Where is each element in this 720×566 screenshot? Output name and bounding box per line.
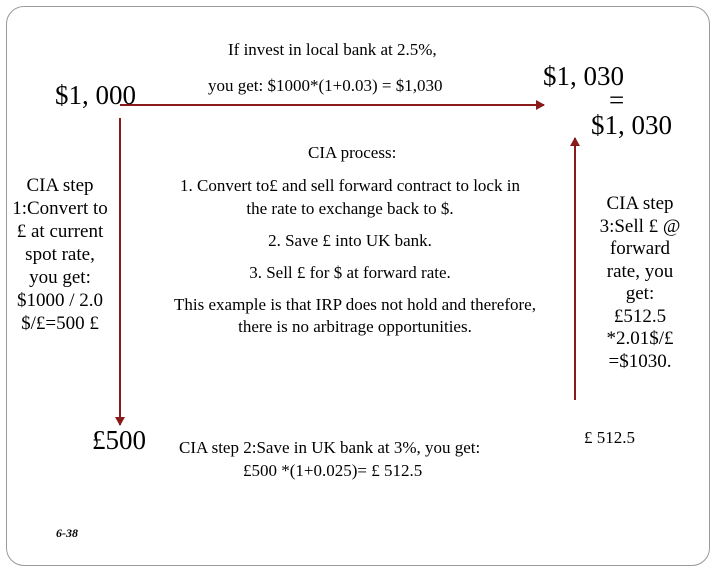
right-top-amount-2: $1, 030	[591, 110, 672, 140]
cia-step3-line: 3:Sell £ @	[599, 215, 681, 237]
right-top-amount: $1, 030	[543, 61, 624, 91]
equals-sign: =	[609, 85, 625, 115]
cia-process-step2: 2. Save £ into UK bank.	[268, 231, 432, 250]
cia-process-step3: 3. Sell £ for $ at forward rate.	[249, 263, 451, 282]
cia-step1-line: £ at current	[16, 221, 104, 242]
cia-step3-text	[585, 193, 695, 373]
cia-step1-line: you get:	[29, 267, 91, 288]
slide-number: 6-38	[56, 526, 78, 540]
left-top-amount: $1, 000	[55, 80, 136, 110]
cia-process-step1-line2: the rate to exchange back to $.	[246, 199, 454, 218]
cia-step1-line: spot rate,	[25, 244, 95, 265]
cia-step1-text	[5, 174, 115, 335]
top-text-line1: If invest in local bank at 2.5%,	[228, 40, 437, 59]
bottom-right-amount: £ 512.5	[584, 428, 635, 447]
cia-process-step1-line1: 1. Convert to£ and sell forward contract to lock in	[180, 176, 520, 195]
cia-step2-line2: £500 *(1+0.025)= £ 512.5	[243, 461, 423, 480]
cia-process-conclusion-line2: there is no arbitrage opportunities.	[238, 317, 472, 336]
cia-step1-line: $/£=500 £	[21, 313, 99, 334]
cia-step3-line: £512.5	[613, 305, 667, 327]
cia-process-conclusion-line1: This example is that IRP does not hold and therefore,	[174, 295, 536, 314]
cia-step3-line: *2.01$/£	[606, 328, 674, 349]
cia-step1-line: $1000 / 2.0	[16, 290, 104, 311]
cia-step2-line1: CIA step 2:Save in UK bank at 3%, you get:	[179, 438, 481, 457]
cia-step3-line: get:	[625, 283, 655, 304]
cia-step3-line: forward	[609, 238, 671, 259]
cia-step3-line: CIA step	[606, 193, 674, 214]
cia-step3-line: rate, you	[606, 260, 674, 282]
cia-step3-line: =$1030.	[608, 350, 672, 372]
cia-step1-line: CIA step	[26, 175, 94, 196]
cia-step1-line: 1:Convert to	[12, 198, 108, 219]
top-text-line2: you get: $1000*(1+0.03) = $1,030	[208, 76, 443, 95]
bottom-left-amount: £500	[92, 425, 146, 455]
cia-process-title: CIA process:	[308, 143, 397, 162]
